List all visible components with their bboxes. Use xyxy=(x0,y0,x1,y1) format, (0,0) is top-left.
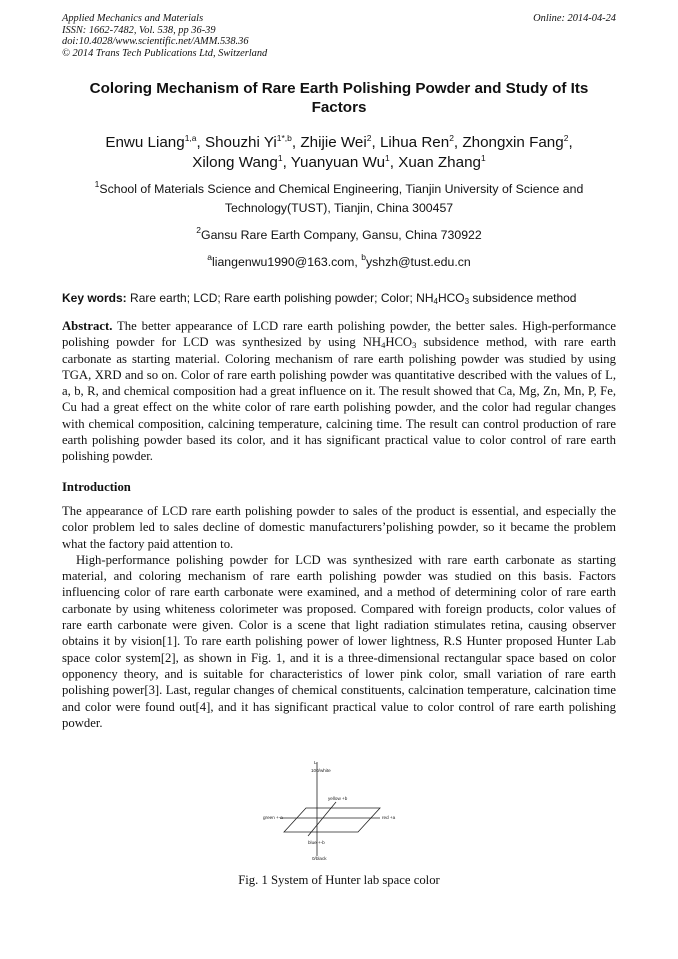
copyright-line: © 2014 Trans Tech Publications Ltd, Switzerland xyxy=(62,47,268,59)
author-name: Shouzhi Yi xyxy=(204,134,277,151)
online-date: Online: 2014-04-24 xyxy=(533,13,616,24)
keywords-text: Rare earth; LCD; Rare earth polishing powder; Color; NH xyxy=(126,291,434,305)
email-sup-a: a xyxy=(207,252,212,262)
issn-line: ISSN: 1662-7482, Vol. 538, pp 36-39 xyxy=(62,24,216,36)
author-sep: , xyxy=(196,134,205,151)
abstract-sub-2: 3 xyxy=(412,340,417,351)
author-sep: , xyxy=(568,134,573,151)
introduction-body xyxy=(62,503,616,731)
keywords-sub-2: 3 xyxy=(464,297,470,306)
author-sup: 1 xyxy=(277,153,283,163)
affiliation-1 xyxy=(62,180,616,218)
author-sep: , xyxy=(389,154,399,171)
author-name: Zhongxin Fang xyxy=(462,134,564,151)
paper-title xyxy=(62,79,616,117)
author-sup: 1*,b xyxy=(276,133,292,143)
introduction-paragraph-1: The appearance of LCD rare earth polishing powder to sales of the product is essential, and especially the color problem led to sales decline of domestic manufacturers’polishing powder, so it became the problem what the factory paid attention to. xyxy=(62,504,616,551)
author-sep: , xyxy=(291,134,301,151)
abstract xyxy=(62,318,616,465)
author-line-1 xyxy=(62,133,616,153)
journal-name: Applied Mechanics and Materials xyxy=(62,13,204,24)
author-name: Xuan Zhang xyxy=(398,154,481,171)
abstract-text-2: HCO xyxy=(385,335,413,350)
label-yellow: yellow +b xyxy=(328,796,348,801)
email-b: yshzh@tust.edu.cn xyxy=(365,255,471,269)
keywords-label: Key words: xyxy=(62,291,127,305)
author-name: Enwu Liang xyxy=(105,134,185,151)
author-sup: 2 xyxy=(449,133,454,143)
author-sep: , xyxy=(282,154,291,171)
email-line xyxy=(62,253,616,271)
author-sep: , xyxy=(453,134,463,151)
label-blue: blue +-b xyxy=(308,840,325,845)
label-red: red +a xyxy=(382,815,396,820)
author-name: Lihua Ren xyxy=(379,134,450,151)
keywords-text-3: subsidence method xyxy=(469,291,577,305)
label-l: L xyxy=(314,760,317,765)
label-white: 100/white xyxy=(311,768,331,773)
author-sup: 1,a xyxy=(184,133,197,143)
label-green: green +-a xyxy=(263,815,283,820)
email-a: liangenwu1990@163.com, xyxy=(212,255,362,269)
author-sep: , xyxy=(371,134,380,151)
abstract-text-3: subsidence method, with rare earth carbonate as starting material. Coloring mechanism of rare earth polishing powder was studied by using TGA, XRD and so on. Color of rare earth polishing powder was quantitative described with the values of L, a, b, R, and chemical composition had a great influence on it. The result showed that Ca, Mg, Zn, Mn, P, Fe, Cu had a great effect on the white color of rare earth polishing powder, and the color had regular changes with chemical composition, calcining temperature, calcining time. The result can control production of rare earth polishing powder based its color, and it has significant practical value to color control of rare earth polishing powder. xyxy=(62,335,616,464)
author-sup: 1 xyxy=(480,153,486,163)
keywords-text-2: HCO xyxy=(437,291,465,305)
affiliation-2 xyxy=(62,226,616,245)
journal-header xyxy=(62,13,616,59)
affiliation-2-text: Gansu Rare Earth Company, Gansu, China 730922 xyxy=(201,228,482,242)
hunter-lab-diagram xyxy=(262,760,412,860)
affiliation-1-line-2: Technology(TUST), Tianjin, China 300457 xyxy=(224,201,454,215)
title-line-2: Factors xyxy=(311,99,367,116)
affiliation-sup: 2 xyxy=(196,225,201,235)
keywords-sub: 4 xyxy=(433,297,438,306)
abstract-sub-1: 4 xyxy=(381,340,386,351)
author-list xyxy=(62,133,616,173)
author-name: Zhijie Wei xyxy=(300,134,367,151)
affiliation-sup: 1 xyxy=(94,179,100,189)
color-plane xyxy=(284,808,380,832)
figure-caption: Fig. 1 System of Hunter lab space color xyxy=(238,873,440,887)
doi-line: doi:10.4028/www.scientific.net/AMM.538.36 xyxy=(62,36,249,48)
keywords xyxy=(62,289,616,307)
abstract-label: Abstract. xyxy=(62,319,113,333)
introduction-heading: Introduction xyxy=(62,480,131,494)
introduction-paragraph-2: High-performance polishing powder for LCD was synthesized with rare earth carbonate as starting material, and coloring mechanism of rare earth polishing powder was studied on this basis. Factors influencing color of rare earth carbonate were examined, and a method of determining color of rare earth carbonate by using whiteness colorimeter was proposed. Compared with foreign products, color values of rare earth carbonate were given. Color is a scene that light radiation stimulates retina, causing observer obtains it by vision[1]. To rare earth polishing power of lower lightness, R.S Hunter proposed Hunter Lab space color system[2], as shown in Fig. 1, and it is a three-dimensional rectangular space based on color opponency theory, and is suitable for characteristics of lower pink color, small variation of rare earth polishing power[3]. Last, regular changes of chemical constituents, calcination temperature, calcination time and color were found out[4], and it has significant practical value to color control of rare earth polishing powder. xyxy=(62,552,616,730)
author-sup: 2 xyxy=(366,133,372,143)
title-line-1: Coloring Mechanism of Rare Earth Polishing Powder and Study of Its xyxy=(89,80,589,97)
author-name: Yuanyuan Wu xyxy=(290,154,386,171)
author-sup: 1 xyxy=(385,153,390,163)
author-line-2 xyxy=(62,153,616,173)
affiliation-1-line-1: School of Materials Science and Chemical Engineering, Tianjin University of Science and xyxy=(99,182,584,196)
abstract-text-1: The better appearance of LCD rare earth polishing powder, the better sales. High-performance polishing powder for LCD was synthesized by using NH xyxy=(62,319,616,350)
yellow-blue-axis xyxy=(308,802,336,836)
label-black: 0/black xyxy=(312,856,327,860)
author-name: Xilong Wang xyxy=(192,154,278,171)
author-sup: 2 xyxy=(563,133,569,143)
email-sup-b: b xyxy=(361,252,366,262)
